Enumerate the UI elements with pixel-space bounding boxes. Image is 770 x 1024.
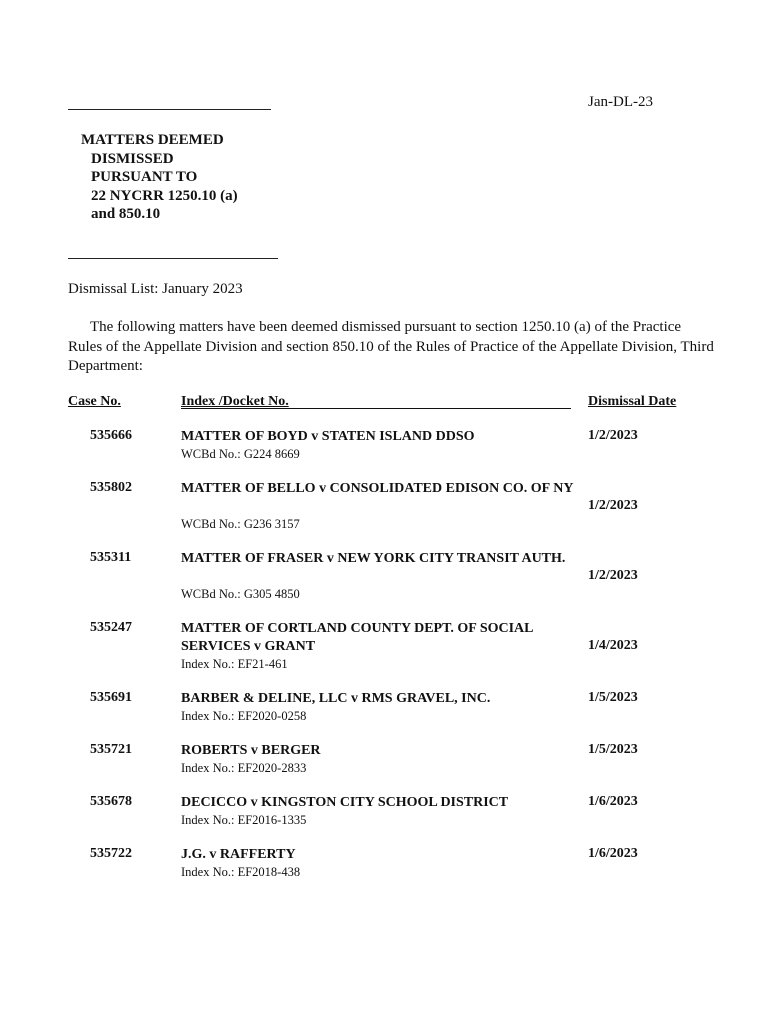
case-title: MATTER OF BOYD v STATEN ISLAND DDSO [181,429,475,444]
docket-number: Index No.: EF21-461 [181,657,288,671]
case-number: 535311 [90,550,132,565]
case-title: MATTER OF BELLO v CONSOLIDATED EDISON CO. OF NY [181,481,574,496]
case-title: MATTER OF CORTLAND COUNTY DEPT. OF SOCIAL SERVICES v GRANT [181,621,533,654]
caption-block [81,131,238,224]
caption-bottom-rule [68,258,278,259]
column-header-date: Dismissal Date [588,394,677,409]
dismissal-date: 1/2/2023 [588,568,638,583]
docket-number: Index No.: EF2020-0258 [181,709,307,723]
caption-line: 22 NYCRR 1250.10 (a) [91,187,238,204]
case-title: BARBER & DELINE, LLC v RMS GRAVEL, INC. [181,691,491,706]
caption-line: and 850.10 [91,206,161,222]
dismissal-date: 1/4/2023 [588,638,638,653]
case-number: 535666 [90,428,132,443]
docket-number: Index No.: EF2016-1335 [181,813,307,827]
case-number: 535721 [90,742,132,757]
document-code: Jan-DL-23 [588,94,653,110]
case-title: ROBERTS v BERGER [181,743,321,758]
docket-number: Index No.: EF2018-438 [181,865,301,879]
docket-number: Index No.: EF2020-2833 [181,761,307,775]
dismissal-date: 1/5/2023 [588,742,638,757]
case-number: 535802 [90,480,132,495]
dismissal-date: 1/5/2023 [588,690,638,705]
case-number: 535247 [90,620,132,635]
case-title: MATTER OF FRASER v NEW YORK CITY TRANSIT AUTH. [181,551,566,566]
case-title: J.G. v RAFFERTY [181,847,296,862]
top-rule [68,109,271,110]
caption-line: PURSUANT TO [91,169,198,185]
case-number: 535691 [90,690,132,705]
dismissal-date: 1/6/2023 [588,846,638,861]
caption-line: DISMISSED [91,150,174,167]
case-number: 535678 [90,794,132,809]
caption-line: MATTERS DEEMED [81,132,224,148]
docket-number: WCBd No.: G305 4850 [181,587,300,601]
dismissal-date: 1/2/2023 [588,498,638,513]
list-title: Dismissal List: January 2023 [68,281,243,297]
intro-paragraph: The following matters have been deemed dismissed pursuant to section 1250.10 (a) of the Practice Rules of the Appellate Division and section 850.10 of the Rules of Practice of the Appellate Division, Third Department: [68,319,714,374]
column-header-case: Case No. [68,394,121,409]
docket-number: WCBd No.: G236 3157 [181,517,300,531]
dismissal-date: 1/6/2023 [588,794,638,809]
index-header-underline [181,408,571,409]
case-number: 535722 [90,846,132,861]
docket-number: WCBd No.: G224 8669 [181,447,300,461]
case-title: DECICCO v KINGSTON CITY SCHOOL DISTRICT [181,795,509,810]
column-header-index: Index /Docket No. [181,394,289,409]
dismissal-date: 1/2/2023 [588,428,638,443]
